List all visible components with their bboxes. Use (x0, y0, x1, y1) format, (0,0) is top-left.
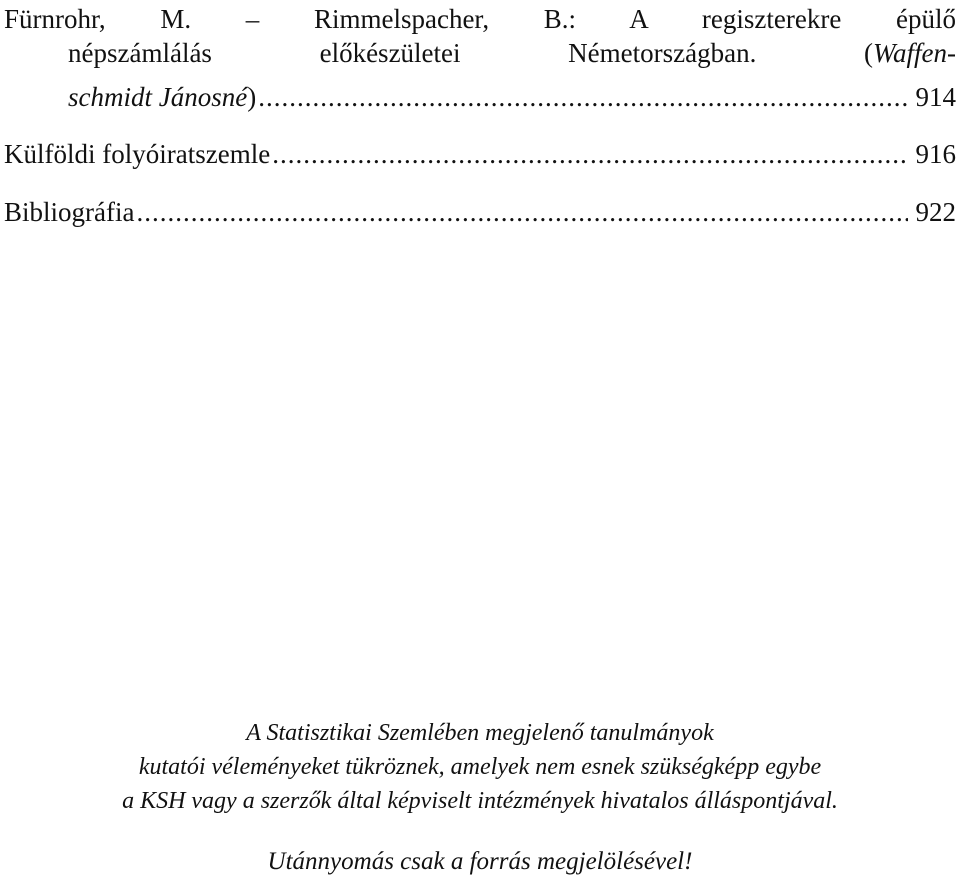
disclaimer-line-3: a KSH vagy a szerzők által képviselt intézmények hivatalos álláspontjával. (122, 788, 838, 814)
toc-entry-1-close-paren: ) (247, 82, 257, 112)
toc-entry-1-line-3 (68, 80, 956, 114)
toc-entry-2-title: Külföldi folyóiratszemle (4, 139, 271, 169)
toc-entry-1-authors: Fürnrohr, M. – Rimmelspacher, B.: (4, 4, 577, 34)
toc-entry-1-reviewer-name: schmidt Jánosné (68, 82, 248, 112)
toc-entry-2 (4, 137, 956, 171)
toc-entry-1-reviewer-start: Waffen- (873, 38, 956, 68)
disclaimer-notice (0, 716, 960, 818)
toc-entry-3-page: 922 (915, 197, 956, 227)
toc-entry-1-page: 914 (915, 82, 956, 112)
disclaimer-line-1: A Statisztikai Szemlében megjelenő tanulmányok (246, 720, 714, 746)
toc-entry-1-leader (258, 80, 907, 114)
toc-entry-3 (4, 195, 956, 229)
toc-entry-2-leader (272, 137, 907, 171)
toc-entry-1-title-cont: népszámlálás előkészületei Németországban. ( (68, 38, 873, 68)
toc-entry-3-leader (136, 195, 907, 229)
disclaimer-line-2: kutatói véleményeket tükröznek, amelyek nem esnek szükségképp egybe (138, 754, 822, 780)
reprint-text: Utánnyomás csak a forrás megjelölésével! (267, 848, 693, 875)
toc-entry-1-line-2 (68, 36, 956, 70)
toc-entry-2-page: 916 (915, 139, 956, 169)
toc-entry-1-reviewer-end (68, 80, 256, 114)
toc-entry-1-title-start: A regiszterekre épülő (629, 4, 956, 34)
toc-entry-1-line-1 (4, 2, 956, 36)
reprint-notice (0, 845, 960, 879)
toc-entry-3-title: Bibliográfia (4, 197, 135, 227)
